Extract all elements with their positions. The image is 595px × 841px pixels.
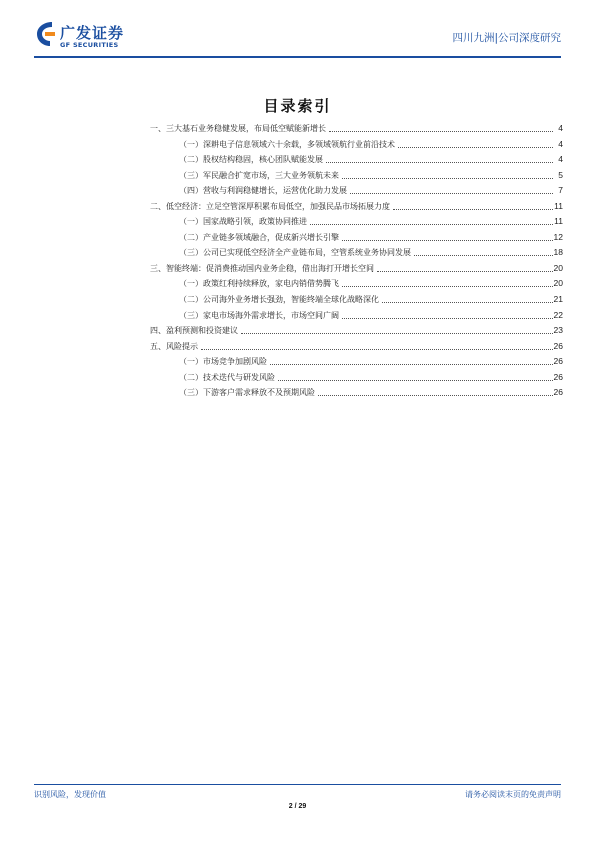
toc-entry-page: 23 [553, 325, 563, 336]
toc-entry-page: 11 [554, 200, 563, 211]
toc-leader-dots [318, 395, 553, 396]
toc-entry-page: 26 [553, 387, 563, 398]
toc-subsection-entry[interactable] [150, 214, 563, 230]
toc-entry-page: 11 [554, 216, 563, 227]
toc-leader-dots [329, 131, 553, 132]
page-number: 2 / 29 [288, 803, 307, 810]
toc-leader-dots [342, 286, 553, 287]
toc-leader-dots [310, 224, 553, 225]
toc-entry-label: （三）公司已实现低空经济全产业链布局，空管系统业务协同发展 [179, 248, 411, 258]
toc-entry-label: （二）技术迭代与研发风险 [179, 372, 275, 382]
toc-leader-dots [377, 271, 553, 272]
report-tag: 四川九洲|公司深度研究 [452, 32, 561, 44]
gf-securities-logo [34, 20, 134, 52]
toc-leader-dots [241, 333, 553, 334]
toc-leader-dots [382, 302, 553, 303]
toc-entry-page: 20 [553, 278, 563, 289]
table-of-contents [150, 121, 563, 401]
toc-leader-dots [342, 178, 553, 179]
toc-section-entry[interactable] [150, 339, 563, 355]
logo-english-name: GF SECURITIES [60, 41, 119, 49]
toc-subsection-entry[interactable] [150, 385, 563, 401]
toc-subsection-entry[interactable] [150, 354, 563, 370]
toc-entry-page: 26 [553, 356, 563, 367]
footer-disclaimer-note: 请务必阅读末页的免责声明 [465, 790, 561, 799]
footer-slogan: 识别风险，发现价值 [34, 790, 106, 799]
toc-entry-page: 18 [553, 247, 563, 258]
toc-subsection-entry[interactable] [150, 168, 563, 184]
toc-leader-dots [414, 255, 553, 256]
toc-entry-label: （三）军民融合扩宽市场，三大业务领航未来 [179, 170, 339, 180]
toc-entry-page: 4 [558, 154, 563, 165]
toc-leader-dots [326, 162, 553, 163]
toc-title: 目录索引 [263, 97, 332, 115]
toc-entry-label: （三）下游客户需求释放不及预期风险 [179, 388, 315, 398]
toc-entry-label: 一、三大基石业务稳健发展，布局低空赋能新增长 [150, 124, 326, 133]
toc-entry-label: （一）市场竞争加剧风险 [179, 357, 267, 367]
toc-entry-page: 12 [553, 231, 563, 242]
toc-subsection-entry[interactable] [150, 230, 563, 246]
toc-leader-dots [342, 240, 553, 241]
toc-leader-dots [201, 349, 553, 350]
toc-entry-label: （一）政策红利持续释放，家电内销借势腾飞 [179, 279, 339, 289]
toc-entry-page: 4 [558, 138, 563, 149]
logo-chinese-name: 广发证券 [60, 24, 125, 42]
toc-entry-label: 三、智能终端：促消费推动国内业务企稳，借出海打开增长空间 [150, 263, 374, 273]
toc-subsection-entry[interactable] [150, 276, 563, 292]
toc-entry-label: （四）营收与利润稳健增长，运营优化助力发展 [179, 186, 347, 196]
toc-subsection-entry[interactable] [150, 292, 563, 308]
toc-leader-dots [278, 380, 553, 381]
toc-section-entry[interactable] [150, 199, 563, 215]
footer-divider [34, 784, 561, 785]
toc-entry-label: （二）产业链多领域融合，促成新兴增长引擎 [179, 232, 339, 242]
toc-subsection-entry[interactable] [150, 308, 563, 324]
toc-section-entry[interactable] [150, 261, 563, 277]
toc-subsection-entry[interactable] [150, 137, 563, 153]
toc-leader-dots [342, 318, 553, 319]
toc-entry-label: （一）国家战略引领，政策协同推进 [179, 217, 307, 227]
page-header [34, 18, 561, 58]
toc-subsection-entry[interactable] [150, 245, 563, 261]
gf-securities-logo-icon [34, 20, 58, 48]
toc-leader-dots [270, 364, 553, 365]
toc-entry-label: （一）深耕电子信息领域六十余载，多领域领航行业前沿技术 [179, 139, 395, 149]
toc-leader-dots [398, 147, 553, 148]
toc-entry-page: 4 [558, 123, 563, 133]
toc-entry-page: 20 [553, 262, 563, 273]
toc-section-entry[interactable] [150, 121, 563, 137]
toc-entry-label: （三）家电市场海外需求增长，市场空间广阔 [179, 310, 339, 320]
toc-entry-page: 21 [553, 294, 563, 305]
toc-section-entry[interactable] [150, 323, 563, 339]
toc-entry-label: 五、风险提示 [150, 341, 198, 351]
toc-leader-dots [393, 209, 553, 210]
toc-entry-page: 26 [553, 371, 563, 382]
header-divider [34, 56, 561, 58]
toc-entry-page: 7 [558, 185, 563, 196]
toc-entry-label: 四、盈利预测和投资建议 [150, 326, 238, 336]
toc-entry-page: 22 [553, 309, 563, 320]
toc-leader-dots [350, 193, 553, 194]
toc-entry-page: 5 [558, 169, 563, 180]
toc-entry-label: （二）股权结构稳固，核心团队赋能发展 [179, 155, 323, 165]
toc-entry-label: 二、低空经济：立足空管深厚积累布局低空，加强民品市场拓展力度 [150, 201, 390, 211]
toc-subsection-entry[interactable] [150, 152, 563, 168]
toc-subsection-entry[interactable] [150, 370, 563, 386]
toc-subsection-entry[interactable] [150, 183, 563, 199]
toc-entry-page: 26 [553, 340, 563, 351]
toc-entry-label: （二）公司海外业务增长强劲，智能终端全球化战略深化 [179, 295, 379, 305]
